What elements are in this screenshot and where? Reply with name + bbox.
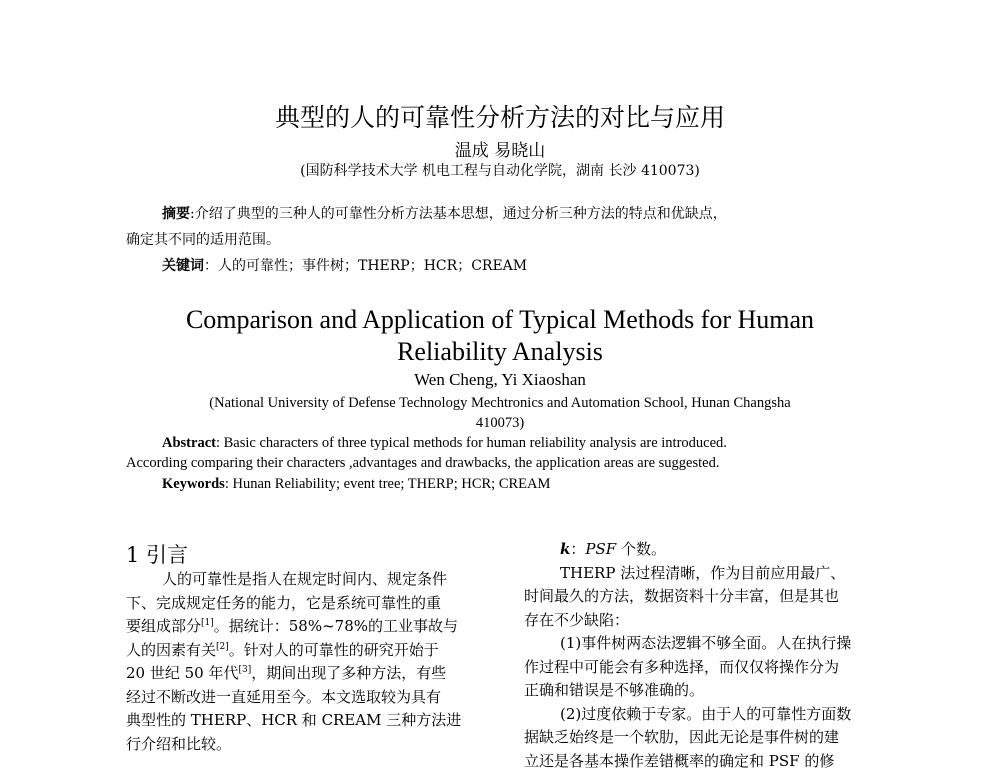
body-text: 人的因素有关 (126, 641, 216, 659)
keywords-en-text: : Hunan Reliability; event tree; THERP; HCR; CREAM (225, 476, 551, 492)
abstract-zh (126, 201, 886, 253)
right-column (524, 538, 892, 773)
variable-psf: PSF (585, 540, 616, 558)
variable-definition (524, 538, 892, 562)
keywords-en (162, 476, 550, 493)
citation-ref-3: [3] (238, 665, 251, 675)
section-heading-introduction: 1 引言 (126, 539, 188, 569)
affiliation-en-line2: 410073) (0, 413, 1000, 433)
body-text: ，期间出现了多种方法，有些 (251, 664, 446, 682)
affiliation-zh: (国防科学技术大学 机电工程与自动化学院，湖南 长沙 410073) (0, 160, 1000, 180)
authors-zh: 温成 易晓山 (0, 136, 1000, 161)
paper-title-en-line2: Reliability Analysis (0, 336, 1000, 368)
keywords-zh-text: ：人的可靠性；事件树；THERP；HCR；CREAM (204, 258, 527, 274)
body-line (126, 639, 492, 663)
body-line: 人的可靠性是指人在规定时间内、规定条件 (126, 568, 492, 592)
keywords-zh-label: 关键词 (162, 258, 204, 274)
left-column (126, 568, 492, 756)
body-text: 要组成部分 (126, 617, 201, 635)
abstract-zh-text1: :介绍了典型的三种人的可靠性分析方法基本思想，通过分析三种方法的特点和优缺点， (190, 206, 727, 222)
body-line (126, 662, 492, 686)
body-line: 经过不断改进一直延用至今。本文选取较为具有 (126, 686, 492, 710)
keywords-zh (162, 255, 527, 275)
body-line: 据缺乏始终是一个软肋，因此无论是事件树的建 (524, 726, 892, 750)
abstract-en-line2: According comparing their characters ,advantages and drawbacks, the application areas are suggested. (126, 453, 889, 473)
keywords-en-label: Keywords (162, 476, 225, 492)
body-line: (1)事件树两态法逻辑不够全面。人在执行操 (524, 632, 892, 656)
body-line: 典型性的 THERP、HCR 和 CREAM 三种方法进 (126, 709, 492, 733)
body-line: 下、完成规定任务的能力，它是系统可靠性的重 (126, 592, 492, 616)
variable-sep: ： (570, 540, 585, 558)
body-text: 20 世纪 50 年代 (126, 664, 238, 682)
abstract-zh-label: 摘要 (162, 206, 190, 222)
abstract-en-label: Abstract (162, 435, 216, 451)
body-text: 。据统计：58%~78%的工业事故与 (214, 617, 458, 635)
body-line: 存在不少缺陷： (524, 609, 892, 633)
paper-title-en (0, 304, 1000, 368)
affiliation-en (0, 393, 1000, 433)
body-line: 作过程中可能会有多种选择，而仅仅将操作分为 (524, 656, 892, 680)
affiliation-en-line1: (National University of Defense Technology Mechtronics and Automation School, Hunan Changsha (0, 393, 1000, 413)
abstract-zh-line1 (126, 201, 886, 227)
body-line: 行介绍和比较。 (126, 733, 492, 757)
paper-title-zh: 典型的人的可靠性分析方法的对比与应用 (0, 98, 1000, 134)
citation-ref-1: [1] (201, 618, 214, 628)
authors-en: Wen Cheng, Yi Xiaoshan (0, 370, 1000, 390)
paper-title-en-line1: Comparison and Application of Typical Methods for Human (0, 304, 1000, 336)
body-line (126, 615, 492, 639)
body-line: 正确和错误是不够准确的。 (524, 679, 892, 703)
variable-k: k (560, 540, 570, 558)
body-line: 立还是各基本操作差错概率的确定和 PSF 的修 (524, 750, 892, 773)
abstract-en (126, 433, 889, 473)
abstract-zh-line2: 确定其不同的适用范围。 (126, 227, 886, 253)
body-line: 时间最久的方法，数据资料十分丰富，但是其也 (524, 585, 892, 609)
body-text: 。针对人的可靠性的研究开始于 (229, 641, 439, 659)
variable-desc: 个数。 (616, 540, 666, 558)
citation-ref-2: [2] (216, 642, 229, 652)
abstract-en-line1 (126, 433, 889, 453)
body-line: THERP 法过程清晰，作为目前应用最广、 (524, 562, 892, 586)
abstract-en-text1: : Basic characters of three typical methods for human reliability analysis are introduced. (216, 435, 727, 451)
body-line: (2)过度依赖于专家。由于人的可靠性方面数 (524, 703, 892, 727)
